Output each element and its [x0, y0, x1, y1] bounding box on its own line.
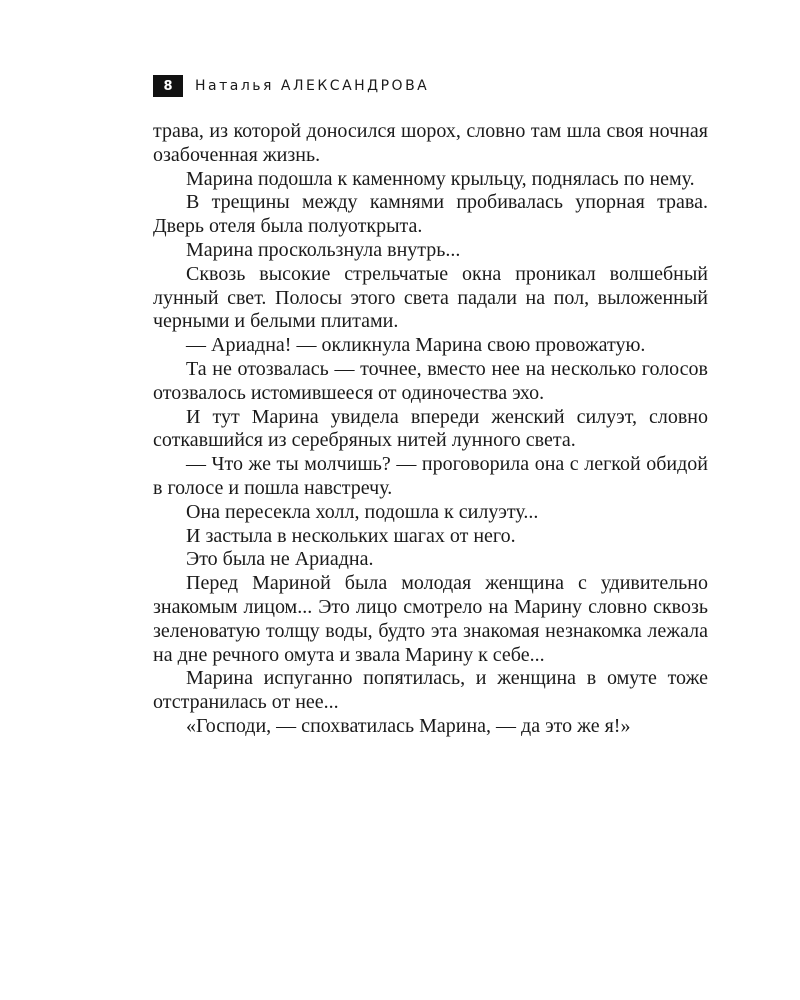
paragraph: Марина проскользнула внутрь...	[186, 238, 461, 261]
paragraph: Марина подошла к каменному крыльцу, поднялась по нему.	[186, 167, 695, 190]
paragraph: Она пересекла холл, подошла к силуэту...	[186, 500, 539, 523]
paragraph: «Господи, — спохватилась Марина, — да это же я!»	[186, 714, 631, 737]
paragraph: Марина испуганно попятилась, и женщина в омуте тоже отстранилась от нее...	[153, 667, 708, 714]
paragraph: И застыла в нескольких шагах от него.	[186, 524, 516, 547]
paragraph: Та не отозвалась — точнее, вместо нее на несколько голосов отозвалось истомившееся от одиночества эхо.	[153, 357, 708, 404]
paragraph: И тут Марина увидела впереди женский силуэт, словно соткавшийся из серебряных нитей лунного света.	[153, 405, 708, 452]
paragraph: Перед Мариной была молодая женщина с удивительно знакомым лицом... Это лицо смотрело на Марину словно сквозь зеленоватую толщу воды, будто эта знакомая незнакомка лежала на дне речного омута и звала Марину к себе...	[153, 572, 708, 666]
text-body	[153, 120, 708, 739]
paragraph: трава, из которой доносился шорох, словно там шла своя ночная озабоченная жизнь.	[153, 120, 708, 166]
running-head: Наталья АЛЕКСАНДРОВА	[195, 78, 430, 94]
paragraph: — Ариадна! — окликнула Марина свою провожатую.	[186, 334, 646, 357]
page-number: 8	[153, 75, 183, 97]
paragraph: В трещины между камнями пробивалась упорная трава. Дверь отеля была полуоткрыта.	[153, 191, 708, 238]
paragraph: Сквозь высокие стрельчатые окна проникал волшебный лунный свет. Полосы этого света падали на пол, выложенный черными и белыми плитами.	[153, 262, 708, 333]
paragraph: Это была не Ариадна.	[186, 548, 374, 571]
page-header	[153, 75, 429, 97]
paragraph: — Что же ты молчишь? — проговорила она с легкой обидой в голосе и пошла навстречу.	[153, 453, 708, 499]
